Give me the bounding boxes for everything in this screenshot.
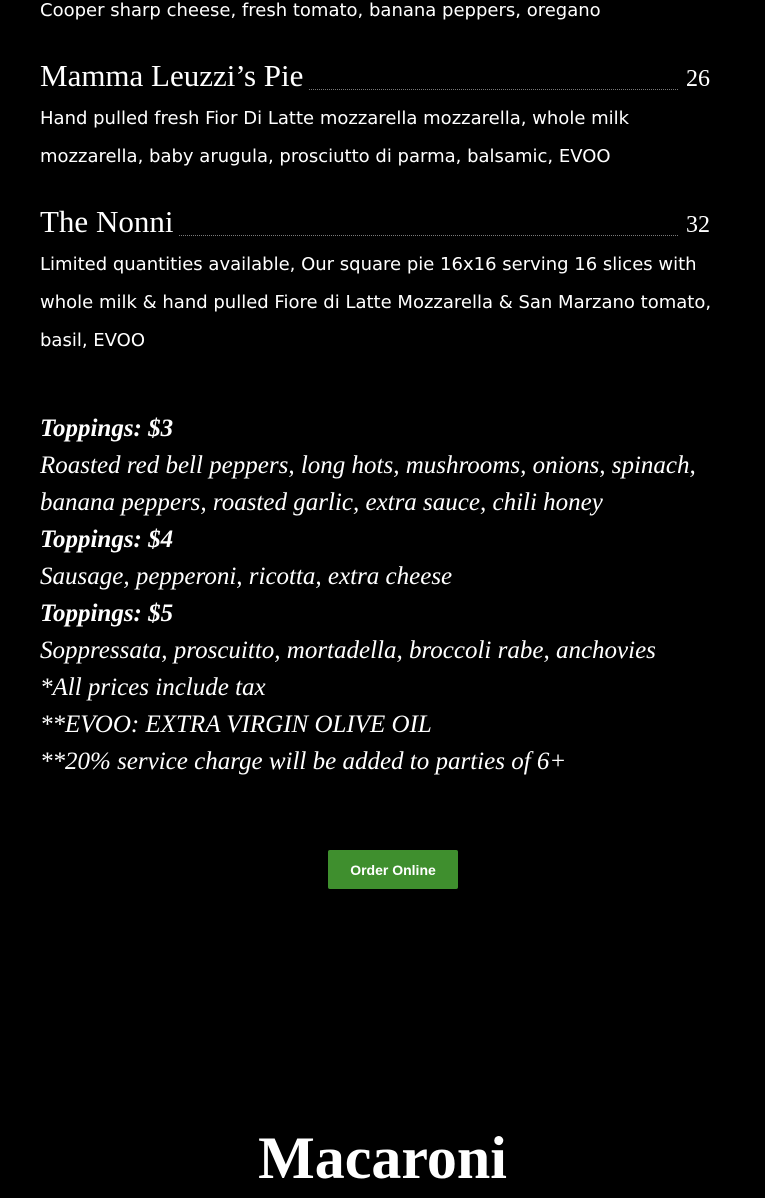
note-service-charge: **20% service charge will be added to parties of 6+ [40,748,567,775]
menu-item-description: Hand pulled fresh Fior Di Latte mozzarella mozzarella, whole milk mozzarella, baby arugula, prosciutto di parma, balsamic, EVOO [40,108,630,167]
menu-item-price: 32 [686,212,710,238]
menu-item-mamma-leuzzis-pie [40,58,710,98]
menu-item-price: 26 [686,66,710,92]
toppings-tier3-label: Toppings: $5 [40,600,174,627]
toppings-tier2-label: Toppings: $4 [40,526,174,553]
order-online-button[interactable]: Order Online [328,850,458,889]
toppings-tier3-items: Soppressata, proscuitto, mortadella, broccoli rabe, anchovies [40,637,656,664]
dotted-leader [179,235,678,236]
menu-item-name: The Nonni [40,204,174,239]
toppings-tier1-items: Roasted red bell peppers, long hots, mushrooms, onions, spinach, banana peppers, roasted garlic, extra sauce, chili honey [40,452,696,516]
menu-item-name: Mamma Leuzzi’s Pie [40,58,304,93]
menu-item-description: Limited quantities available, Our square pie 16x16 serving 16 slices with whole milk & hand pulled Fiore di Latte Mozzarella & San Marzano tomato, basil, EVOO [40,254,712,351]
toppings-tier2-items: Sausage, pepperoni, ricotta, extra cheese [40,563,453,590]
toppings-tier1-label: Toppings: $3 [40,415,174,442]
note-evoo: **EVOO: EXTRA VIRGIN OLIVE OIL [40,711,432,738]
previous-item-description: Cooper sharp cheese, fresh tomato, banana peppers, oregano [40,0,601,21]
menu-item-the-nonni [40,204,710,244]
section-title-macaroni: Macaroni [258,1125,507,1191]
note-tax: *All prices include tax [40,674,266,701]
dotted-leader [309,89,678,90]
